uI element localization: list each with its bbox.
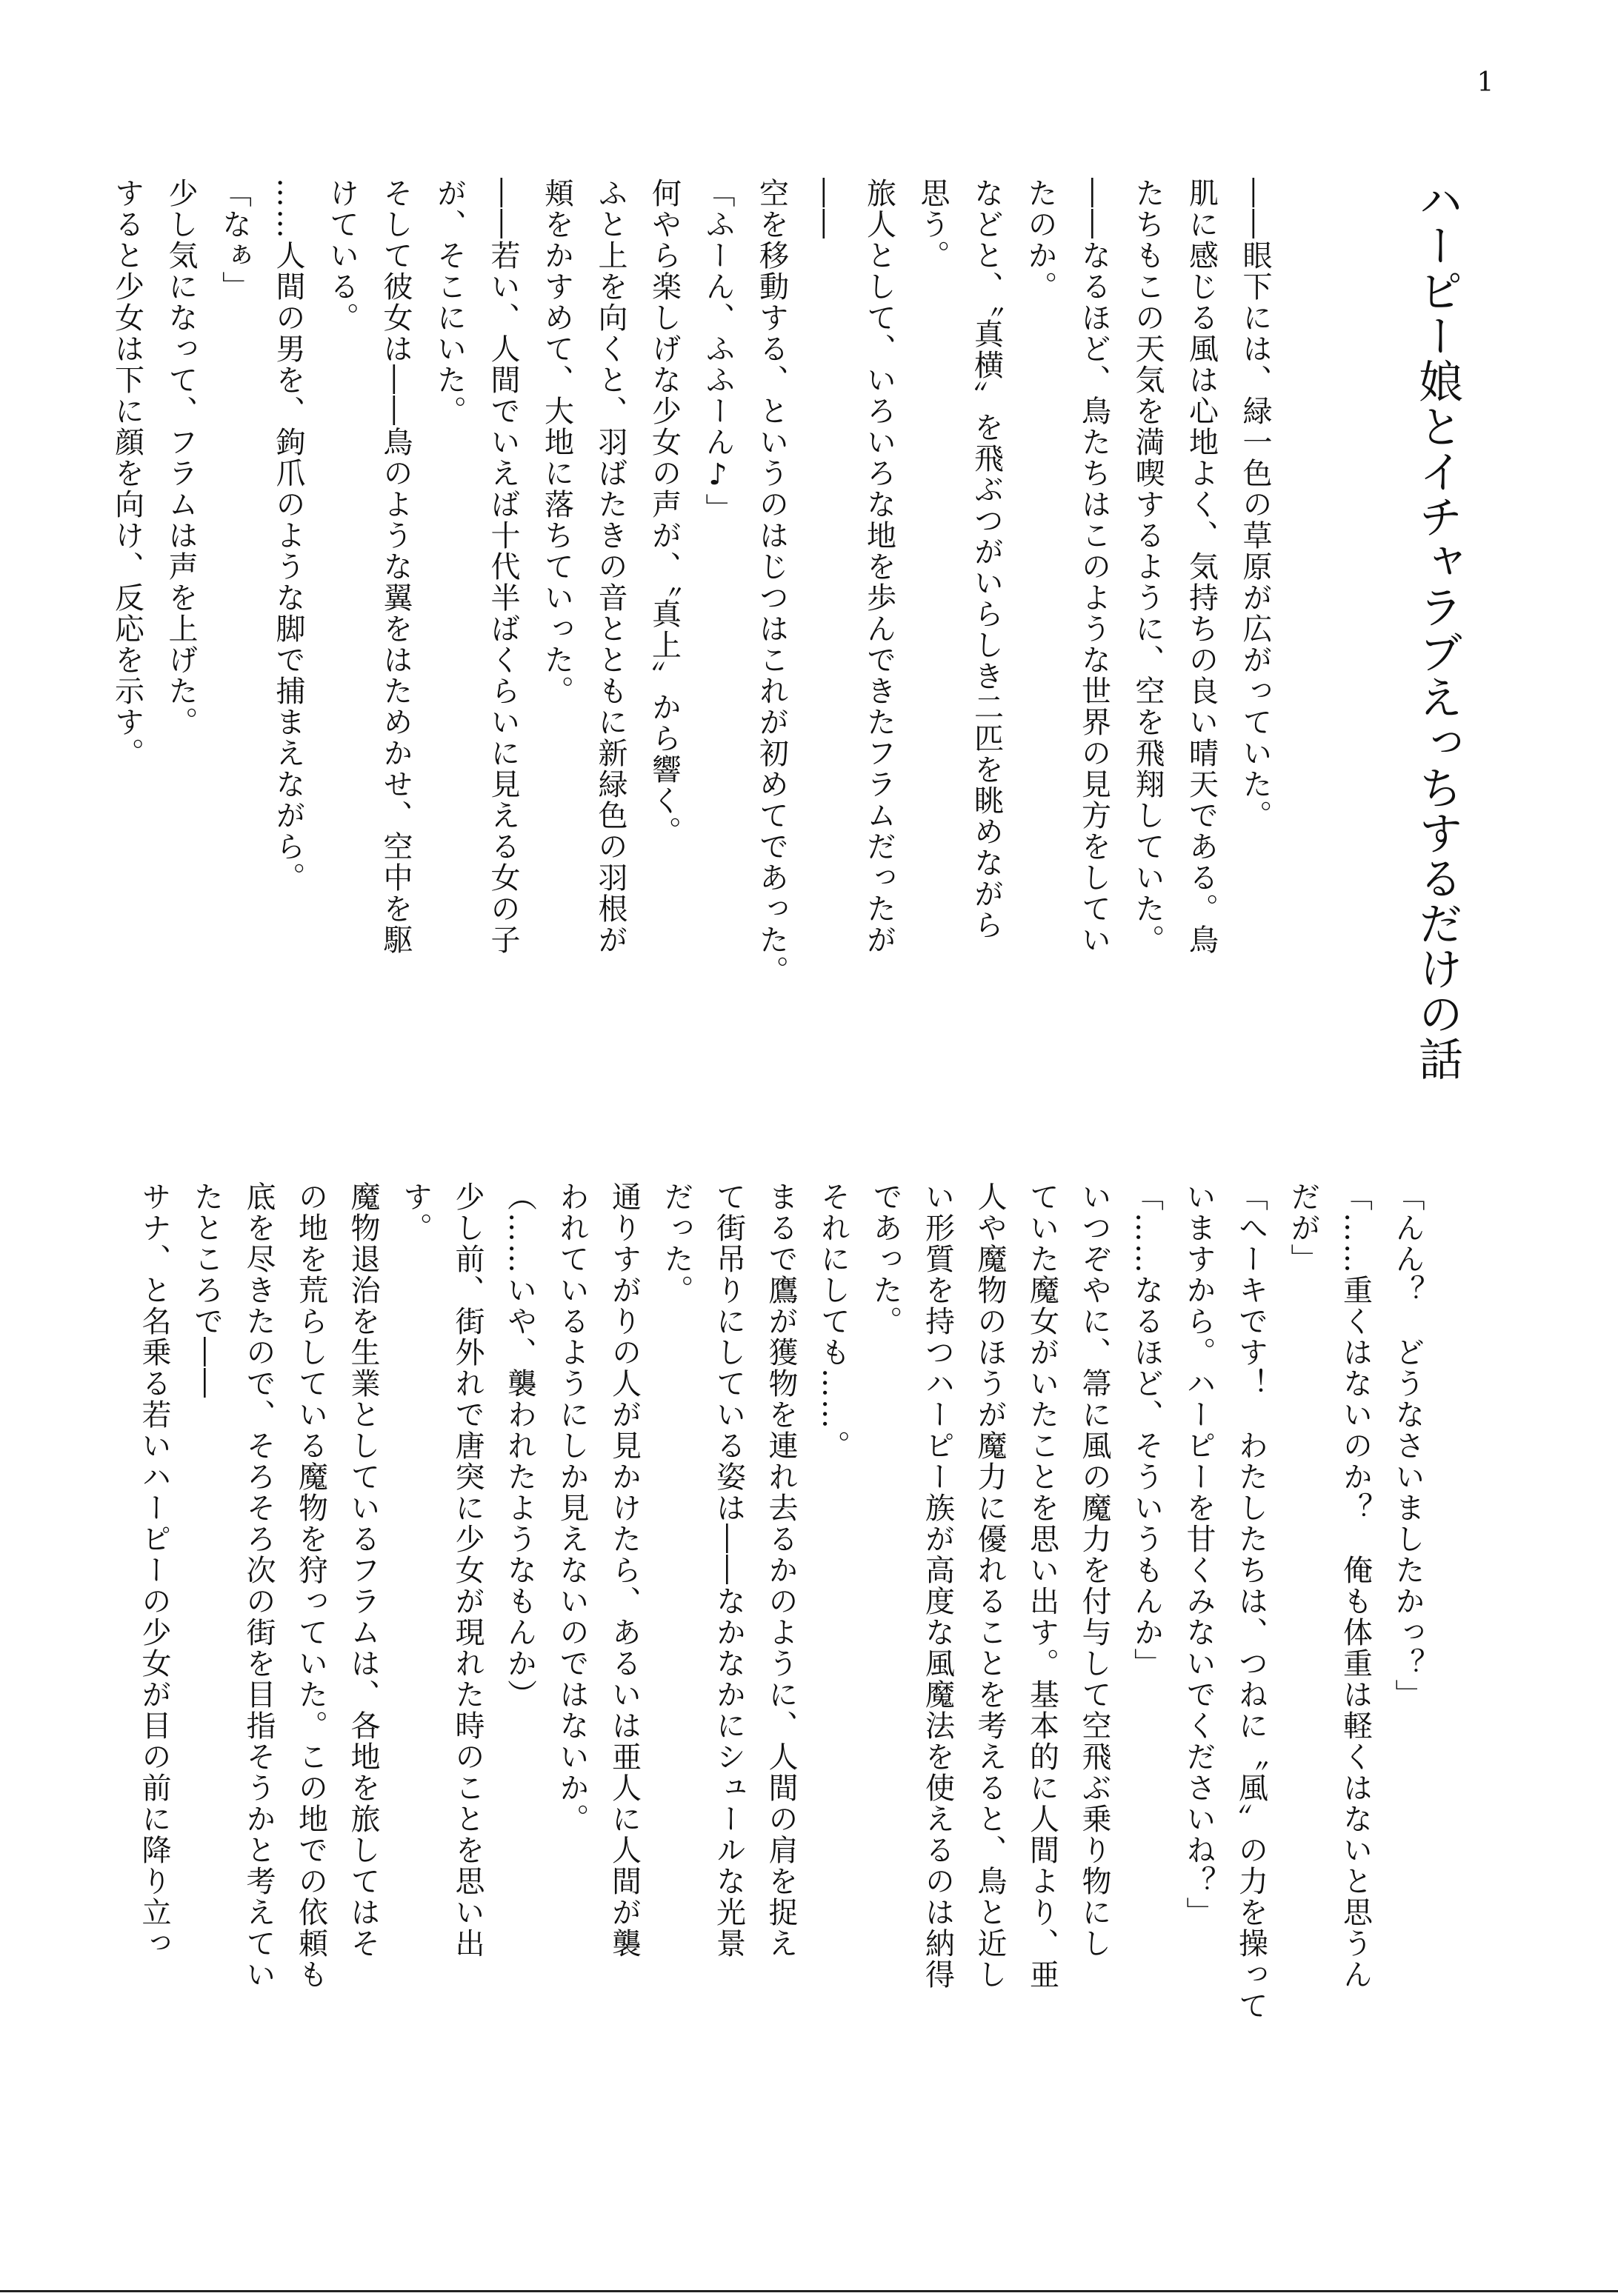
body-text-lower: 「んん？ どうなさいましたかっ？」 「……重くはないのか？ 俺も体重は軽くはないと思うん だが」 「へーキです！ わたしたちは、つねに〝風〟の力を操って いますから。ハーピーを甘くみないでくださいね？」 「……なるほど、そういうもんか」 いつぞやに、箒に風の魔力を付与して空飛ぶ乗り物にし ていた魔女がいたことを思い出す。基本的に人間より、亜 人や魔物のほうが魔力に優れることを考えると、鳥と近し い形質を持つハーピー族が高度な風魔法を使えるのは納得 であった。 それにしても……。 まるで鷹が獲物を連れ去るかのように、人間の肩を捉え て街吊りにしている姿は――なかなかにシュールな光景 だった。 通りすがりの人が見かけたら、あるいは亜人に人間が襲 われているようにしか見えないのではないか。 （……いや、襲われたようなもんか） 少し前、街外れで唐突に少女が現れた時のことを思い出 す。 魔物退治を生業としているフラムは、各地を旅してはそ の地を荒らしている魔物を狩っていた。この地での依頼も 底を尽きたので、そろそろ次の街を目指そうかと考えてい たところで―― サナ、と名乗る若いハーピーの少女が目の前に降り立っ <box>137 1181 1425 2021</box>
chapter-title: ハーピー娘とイチャラブえっちするだけの話 <box>1411 178 1463 1081</box>
page-bottom-rule <box>0 2290 1618 2292</box>
body-text-upper: ――眼下には、緑一色の草原が広がっていた。 肌に感じる風は心地よく、気持ちの良い晴天である。鳥 たちもこの天気を満喫するように、空を飛翔していた。 ――なるほど、鳥たちはこのような世界の見方をしてい たのか。 などと、〝真横〟を飛ぶつがいらしき二匹を眺めながら 思う。 旅人として、いろいろな地を歩んできたフラムだったが ―― 空を移動する、というのはじつはこれが初めてであった。 「ふーん、ふふーん♪」 何やら楽しげな少女の声が、〝真上〟から響く。 ふと上を向くと、羽ばたきの音とともに新緑色の羽根が 頬をかすめて、大地に落ちていった。 ――若い、人間でいえば十代半ばくらいに見える女の子 が、そこにいた。 そして彼女は――鳥のような翼をはためかせ、空中を駆 けている。 ……人間の男を、鉤爪のような脚で捕まえながら。 「なぁ」 少し気になって、フラムは声を上げた。 すると少女は下に顔を向け、反応を示す。 <box>110 178 1272 987</box>
page-number: 1 <box>1476 67 1494 98</box>
